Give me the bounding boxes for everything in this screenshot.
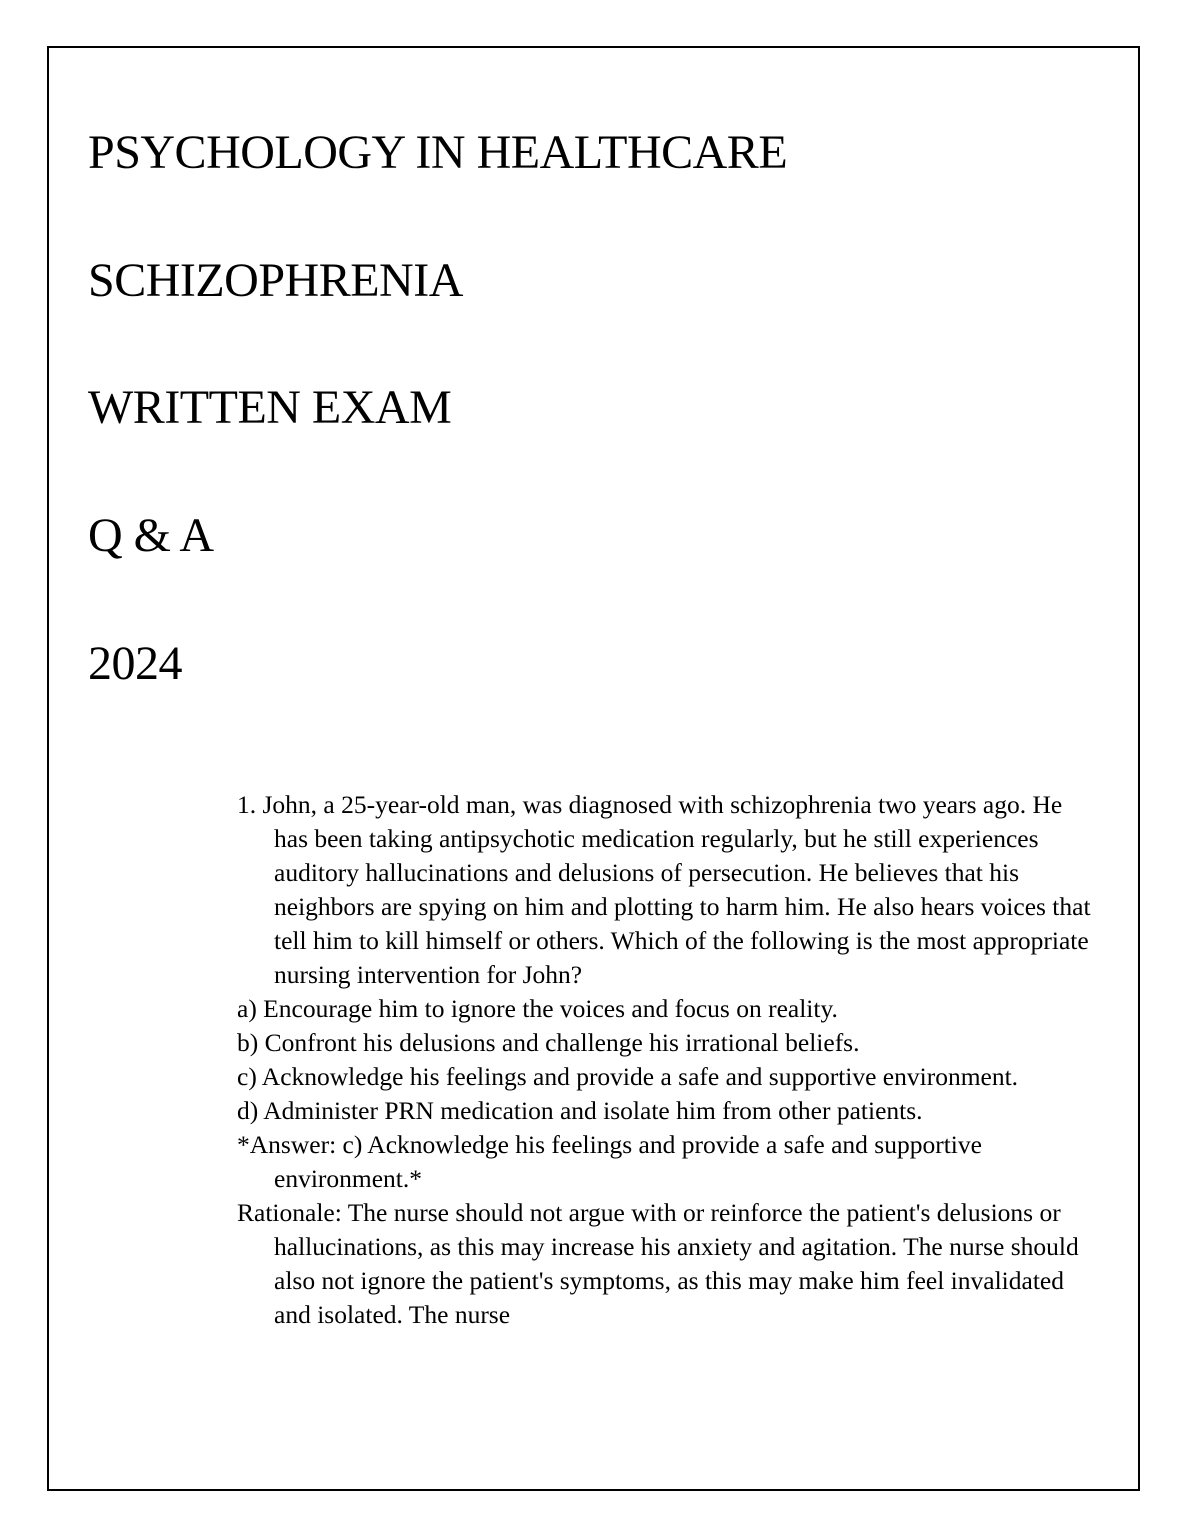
option-a: a) Encourage him to ignore the voices and focus on reality. [237, 994, 838, 1023]
answer: *Answer: c) Acknowledge his feelings and provide a safe and supportive environment.* [237, 1130, 982, 1193]
question-stem: 1. John, a 25-year-old man, was diagnosed with schizophrenia two years ago. He has been taking antipsychotic medication regularly, but he still experiences auditory hallucinations and delusions of persecution. He believes that his neighbors are spying on him and plotting to harm him. He also hears voices that tell him to kill himself or others. Which of the following is the most appropriate nursing intervention for John? [237, 790, 1091, 989]
question-block [237, 788, 1097, 1332]
rationale: Rationale: The nurse should not argue with or reinforce the patient's delusions or hallucinations, as this may increase his anxiety and agitation. The nurse should also not ignore the patient's symptoms, as this may make him feel invalidated and isolated. The nurse [237, 1198, 1079, 1329]
title-qa: Q & A [88, 509, 214, 562]
title-year: 2024 [88, 637, 182, 690]
option-d: d) Administer PRN medication and isolate him from other patients. [237, 1096, 923, 1125]
title-topic: SCHIZOPHRENIA [88, 254, 463, 307]
title-exam-type: WRITTEN EXAM [88, 381, 452, 434]
option-b: b) Confront his delusions and challenge his irrational beliefs. [237, 1028, 860, 1057]
title-subject: PSYCHOLOGY IN HEALTHCARE [88, 126, 788, 179]
option-c: c) Acknowledge his feelings and provide a safe and supportive environment. [237, 1062, 1019, 1091]
